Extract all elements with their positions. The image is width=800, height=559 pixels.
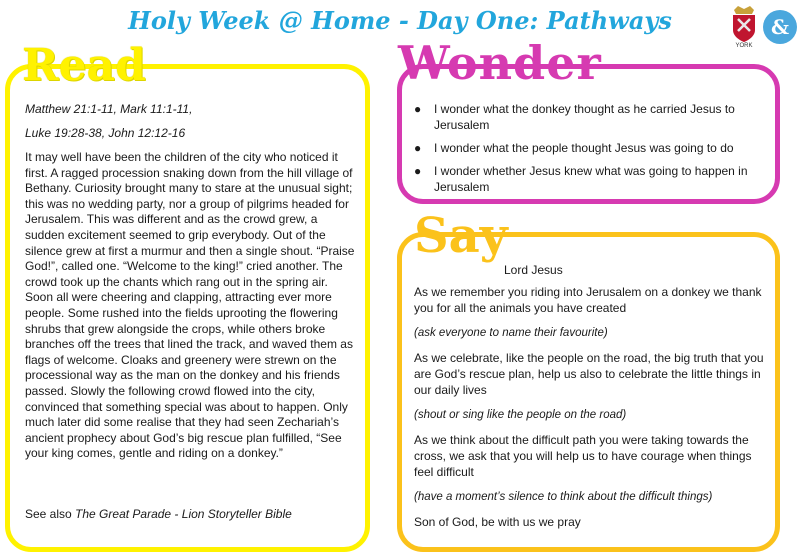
see-also-title: The Great Parade - Lion Storyteller Bible (75, 507, 292, 521)
wonder-list (412, 101, 767, 202)
prayer-line: As we remember you riding into Jerusalem on a donkey we thank you for all the animals you have created (414, 285, 762, 315)
ampersand-logo: & (763, 10, 797, 44)
page-title: Holy Week @ Home - Day One: Pathways (128, 6, 672, 35)
prayer-opening: Lord Jesus (504, 263, 563, 277)
read-heading: Read (22, 40, 146, 91)
prayer-line: As we celebrate, like the people on the road, the big truth that you are God’s rescue plan, help us also to celebrate the little things in our daily lives (414, 351, 764, 397)
prayer-instruction: (shout or sing like the people on the road) (414, 409, 627, 421)
logo-text: YORK (735, 43, 753, 48)
story-text: It may well have been the children of the city who noticed it first. A ragged procession snaking down from the hill village of Bethany. Curiosity brought many to stare at the unusual sight; this was no wedding party, nor a group of pilgrims headed for Jerusalem. This was different and as the crowd grew, a sudden excitement seemed to grip everybody. Out of the silence grew at first a murmur and then a single shout. “Praise God!”, called one. “Welcome to the king!” cried another. The crowd took up the chants which rang out in the spring air. Soon all were cheering and clapping, attracting ever more people. Some rushed into the fields uprooting the flowering shrubs that grew alongside the crops, while others broke branches off the trees that lined the track, and waved them as flags of welcome. Cloaks and greenery were strewn on the processional way as the man on the donkey and his friends passed. Slowly the following crowd flowed into the city, convinced that something special was about to happen. Only much later did some realise that they had seen Zechariah’s ancient prophecy about God’s big rescue plan fulfilled, “See your king comes, gentle and riding on a donkey.” (25, 150, 355, 461)
say-heading: Say (414, 208, 508, 264)
bible-references (25, 101, 355, 149)
reference-line: Luke 19:28-38, John 12:12-16 (25, 126, 186, 140)
prayer-instruction: (ask everyone to name their favourite) (414, 327, 608, 339)
prayer-closing: Son of God, be with us we pray (414, 515, 581, 529)
diocese-crest-logo (730, 4, 758, 48)
bullet-icon: ● (414, 141, 422, 155)
list-item: ● I wonder what the people thought Jesus was going to do (414, 141, 734, 155)
list-item: ● I wonder what the donkey thought as he carried Jesus to Jerusalem (414, 102, 735, 132)
bullet-icon: ● (414, 102, 422, 116)
see-also: See also The Great Parade - Lion Storyteller Bible (25, 507, 292, 521)
wonder-heading: Wonder (398, 36, 602, 90)
prayer-text (414, 262, 769, 539)
reference-line: Matthew 21:1-11, Mark 11:1-11, (25, 102, 193, 116)
list-item: ● I wonder whether Jesus knew what was going to happen in Jerusalem (414, 164, 748, 194)
prayer-line: As we think about the difficult path you were taking towards the cross, we ask that you will help us to have courage when things feel difficult (414, 433, 752, 479)
bullet-icon: ● (414, 164, 422, 178)
prayer-instruction: (have a moment’s silence to think about the difficult things) (414, 491, 713, 503)
